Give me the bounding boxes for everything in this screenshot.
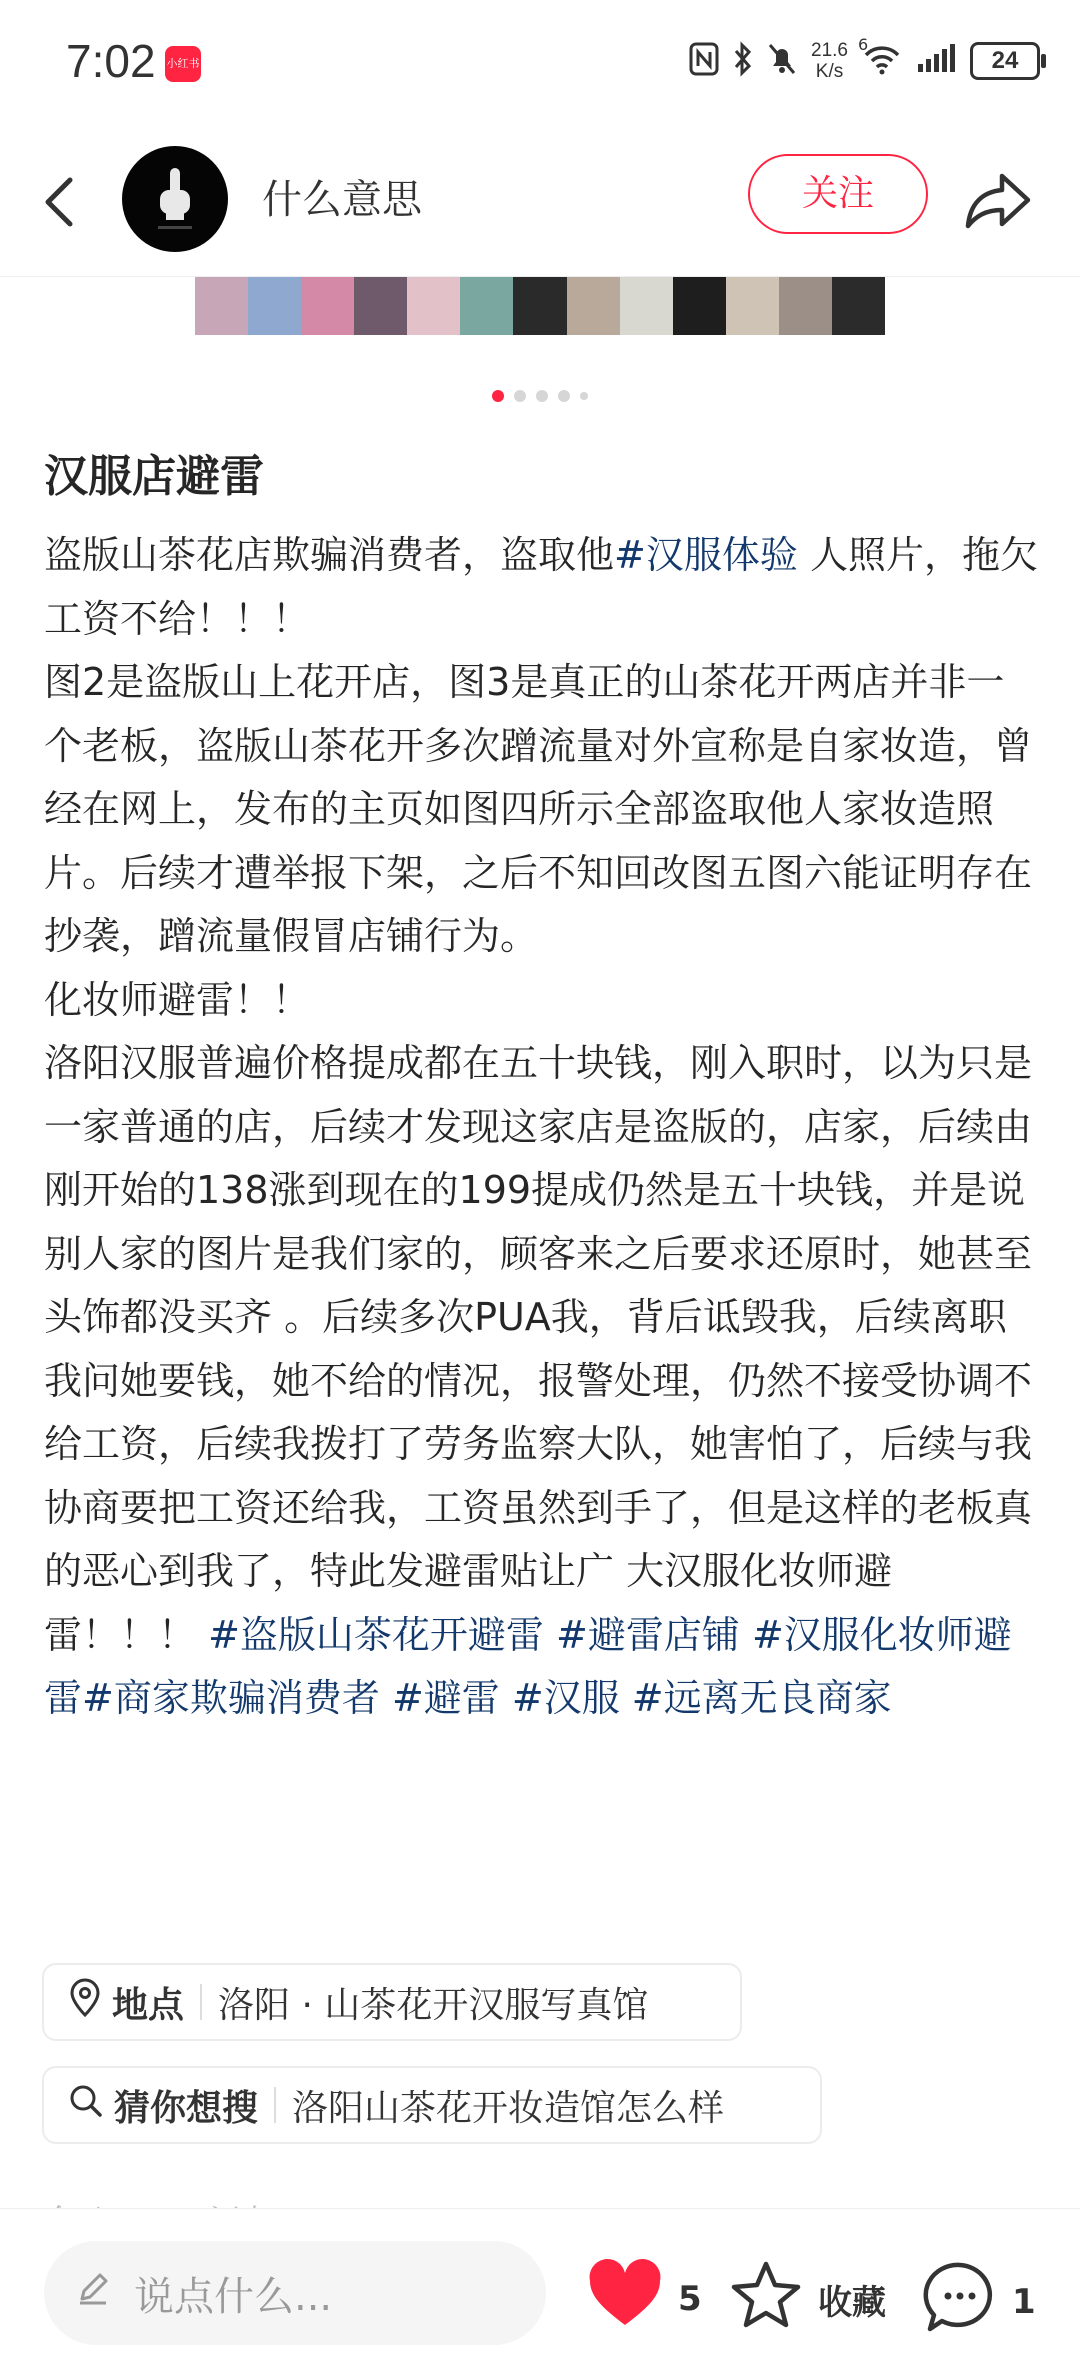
bottom-action-bar: [0, 2208, 1080, 2374]
wifi-icon: [858, 35, 902, 79]
search-icon: [68, 2083, 104, 2128]
hashtag[interactable]: #盗版山茶花开避雷: [208, 1612, 544, 1657]
status-time: 7:02: [66, 35, 156, 87]
heart-icon: [586, 2259, 664, 2338]
comment-placeholder: 说点什么...: [134, 2273, 333, 2320]
author-avatar[interactable]: [122, 146, 228, 252]
collect-button[interactable]: [728, 2259, 886, 2340]
carousel-indicator: [0, 386, 1080, 406]
avatar-hand-icon: [122, 146, 228, 252]
back-button[interactable]: [30, 166, 90, 236]
status-icons: [689, 36, 1040, 86]
carousel-dot: [558, 390, 570, 402]
comment-input[interactable]: [44, 2241, 546, 2345]
mute-bell-icon: [767, 42, 797, 80]
hashtag[interactable]: #避雷店铺: [543, 1612, 740, 1657]
location-pin-icon: [68, 1978, 102, 2027]
suggested-search[interactable]: [42, 2066, 822, 2144]
author-name[interactable]: 什么意思: [262, 177, 422, 223]
signal-icon: [916, 44, 956, 78]
like-button[interactable]: [586, 2259, 702, 2338]
carousel-dot: [536, 390, 548, 402]
hashtag[interactable]: #汉服体验: [614, 533, 798, 577]
divider: [274, 2087, 276, 2123]
star-icon: [728, 2259, 804, 2340]
post-paragraph: 洛阳汉服普遍价格提成都在五十块钱，刚入职时，以为只是一家普通的店，后续才发现这家店是盗版的，店家，后续由刚开始的138涨到现在的199提成仍然是五十块钱，并是说别人家的图片是我们家的，顾客来之后要求还原时，她甚至头饰都没买齐 。后续多次PUA我，背后诋毁我，后续离职我问她要钱，她不给的情况，报警处理，仍然不接受协调不给工资，后续我拨打了劳务监察大队，她害怕了，后续与我协商要把工资还给我，工资虽然到手了，但是这样的老板真的恶心到我了，特此发避雷贴让广 大汉服化妆师避雷！！！ #盗版山茶花开避雷 #避雷店铺 #汉服化妆师避雷#商家欺骗消费者 #避雷 #汉服 #远离无良商家: [44, 1041, 1033, 1720]
hashtag[interactable]: #汉服: [499, 1676, 620, 1720]
note-header: [0, 126, 1080, 277]
battery-icon: 24: [970, 42, 1040, 80]
suggested-search-label: 猜你想搜: [114, 2087, 259, 2129]
comment-bubble-icon: [922, 2259, 998, 2344]
bluetooth-icon: [733, 42, 753, 80]
post-title: 汉服店避雷: [44, 451, 264, 502]
back-arrow-icon: [30, 166, 90, 236]
like-count: 5: [678, 2278, 702, 2319]
status-bar: [0, 0, 1080, 126]
location-value: 洛阳 · 山茶花开汉服写真馆: [218, 1984, 649, 2026]
hashtag[interactable]: #避雷: [379, 1676, 500, 1720]
follow-button[interactable]: 关注: [748, 154, 928, 234]
share-button[interactable]: [960, 162, 1036, 238]
divider: [200, 1984, 202, 2020]
share-icon: [960, 162, 1036, 238]
comment-count: 1: [1012, 2281, 1036, 2322]
location-tag[interactable]: [42, 1963, 742, 2041]
carousel-dot: [492, 390, 504, 402]
post-body: [44, 524, 1038, 1731]
location-label: 地点: [112, 1984, 185, 2026]
wifi-label: 6: [858, 35, 869, 54]
app-notification-badge: 小红书: [165, 46, 201, 82]
carousel-dot: [514, 390, 526, 402]
post-paragraph: 盗版山茶花店欺骗消费者，盗取他#汉服体验 人照片，拖欠工资不给！！！: [44, 533, 1038, 641]
suggested-search-query: 洛阳山茶花开妆造馆怎么样: [292, 2087, 725, 2129]
post-paragraph: 图2是盗版山上花开店，图3是真正的山茶花开两店并非一个老板，盗版山茶花开多次蹭流量对外宣称是自家妆造，曾经在网上，发布的主页如图四所示全部盗取他人家妆造照片。后续才遭举报下架，之后不知回改图五图六能证明存在抄袭，蹭流量假冒店铺行为。: [44, 660, 1033, 958]
hashtag[interactable]: #远离无良商家: [619, 1676, 892, 1720]
network-speed: 21.6 K/s: [811, 40, 848, 82]
carousel-dot: [580, 392, 588, 400]
post-paragraph: 化妆师避雷！！: [44, 977, 311, 1022]
nfc-icon: [689, 42, 719, 80]
photo-carousel[interactable]: [195, 277, 885, 335]
hashtag[interactable]: #汉服化妆师避雷: [44, 1612, 1012, 1720]
collect-label: 收藏: [818, 2283, 886, 2323]
pen-icon: [74, 2269, 112, 2317]
comment-button[interactable]: [922, 2259, 1036, 2344]
hashtag[interactable]: #商家欺骗消费者: [82, 1676, 380, 1720]
